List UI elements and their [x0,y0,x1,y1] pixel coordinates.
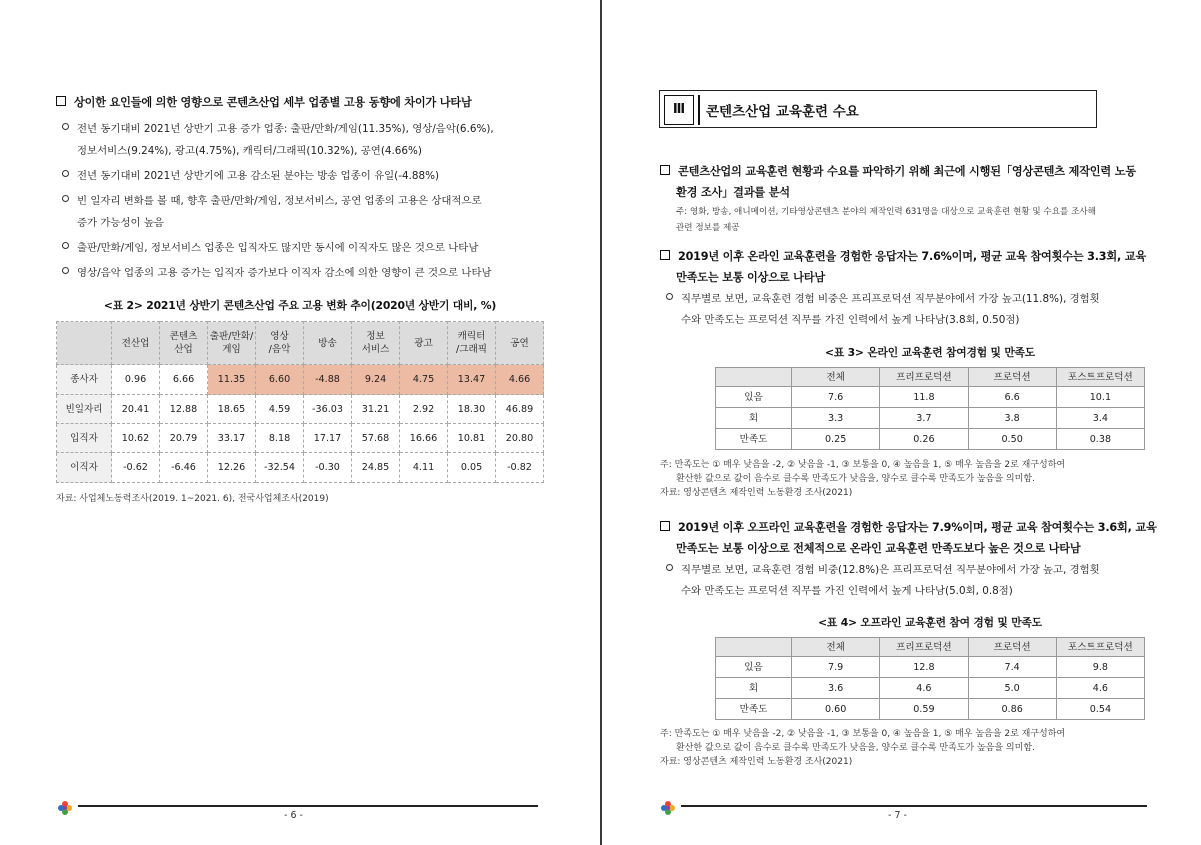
paragraph-2-bullet: 직무별로 보면, 교육훈련 경험 비중은 프리프로덕션 직무분야에서 가장 높고(11.8%), 경험횟 [666,288,1100,310]
table-cell: 11.8 [880,387,968,408]
row-header: 있음 [716,657,792,678]
page-number: - 6 - [284,810,303,821]
table-row [716,699,1145,720]
table-cell: 20.41 [112,395,160,424]
row-header: 만족도 [716,699,792,720]
table-3-source: 자료: 영상콘텐츠 제작인력 노동환경 조사(2021) [660,488,853,498]
table-cell: 10.1 [1056,387,1144,408]
circle-bullet-icon [62,267,69,274]
table-cell: 18.65 [208,395,256,424]
footer-rule [681,805,1147,807]
table-header-row [57,322,544,365]
table-row [716,408,1145,429]
column-header: 공연 [496,322,544,365]
list-item: 전년 동기대비 2021년 상반기에 고용 감소된 분야는 방송 업종이 유일(-4.88%) [62,165,562,187]
table-cell: -6.46 [160,453,208,483]
table-cell: 16.66 [400,424,448,453]
highlighted-cell: -4.88 [304,365,352,395]
section-title-box [659,90,1097,128]
table-cell: 12.8 [880,657,968,678]
table-2 [56,321,544,483]
circle-bullet-icon [62,170,69,177]
column-header: 전체 [792,638,880,657]
table-header-row [716,368,1145,387]
column-header: 전산업 [112,322,160,365]
table-cell: 20.80 [496,424,544,453]
table-row [716,678,1145,699]
highlighted-cell: 4.66 [496,365,544,395]
table-cell: 0.38 [1056,429,1144,450]
table-row [716,429,1145,450]
pinwheel-logo-icon [57,800,73,816]
table-cell: 12.88 [160,395,208,424]
table-cell: 6.66 [160,365,208,395]
section-separator [698,95,700,125]
table-cell: 3.6 [792,678,880,699]
row-header: 입직자 [57,424,112,453]
paragraph-2-bullet-continuation: 수와 만족도는 프로덕션 직무를 가진 인력에서 높게 나타남(3.8회, 0.50점) [681,314,1020,326]
circle-bullet-icon [62,195,69,202]
table-cell: 4.11 [400,453,448,483]
row-header: 회 [716,408,792,429]
table-cell: 17.17 [304,424,352,453]
list-item: 전년 동기대비 2021년 상반기 고용 증가 업종: 출판/만화/게임(11.35%), 영상/음악(6.6%), [62,118,562,140]
section-number: Ⅲ [664,95,694,125]
paragraph-1-heading-continuation: 환경 조사」결과를 분석 [676,186,790,199]
circle-bullet-icon [62,242,69,249]
table-2-caption: <표 2> 2021년 상반기 콘텐츠산업 주요 고용 변화 추이(2020년 상반기 대비, %) [103,299,497,312]
column-header: 포스트프로덕션 [1056,368,1144,387]
left-page [0,0,600,845]
pinwheel-logo-icon [660,800,676,816]
table-cell: 3.8 [968,408,1056,429]
table-cell: 6.6 [968,387,1056,408]
table-cell: 7.9 [792,657,880,678]
table-cell: -0.30 [304,453,352,483]
column-header: 콘텐츠 산업 [160,322,208,365]
column-header: 영상 /음악 [256,322,304,365]
table-cell: 3.3 [792,408,880,429]
list-item: 영상/음악 업종의 고용 증가는 입직자 증가보다 이직자 감소에 의한 영향이 큰 것으로 나타남 [62,262,562,284]
paragraph-3-bullet: 직무별로 보면, 교육훈련 경험 비중(12.8%)은 프리프로덕션 직무분야에서 가장 높고, 경험횟 [666,559,1100,581]
table-cell: 12.26 [208,453,256,483]
circle-bullet-icon [666,564,673,571]
footer-rule [78,805,538,807]
row-header: 만족도 [716,429,792,450]
table-cell: 46.89 [496,395,544,424]
paragraph-1-note: 주: 영화, 방송, 애니메이션, 기타영상콘텐츠 분야의 제작인력 631명을 대상으로 교육훈련 현황 및 수요를 조사해 관련 정보를 제공 [676,207,1096,233]
row-header: 회 [716,678,792,699]
paragraph-3-heading-continuation: 만족도는 보통 이상으로 전체적으로 온라인 교육훈련 만족도보다 높은 것으로 나타남 [676,542,1081,555]
left-bullet-list [62,118,562,284]
table-row [716,657,1145,678]
highlighted-cell: 11.35 [208,365,256,395]
right-page [602,0,1201,845]
table-cell: 0.25 [792,429,880,450]
column-header: 프로덕션 [968,368,1056,387]
list-item-continuation: 증가 가능성이 높음 [77,217,164,229]
column-header: 전체 [792,368,880,387]
table-4-caption: <표 4> 오프라인 교육훈련 참여 경험 및 만족도 [818,616,1042,629]
highlighted-cell: 4.75 [400,365,448,395]
column-header: 프리프로덕션 [880,368,968,387]
column-header: 방송 [304,322,352,365]
row-header: 이직자 [57,453,112,483]
square-bullet-icon [56,96,66,106]
table-corner-cell [716,638,792,657]
square-bullet-icon [660,250,670,260]
column-header: 프리프로덕션 [880,638,968,657]
table-row [57,453,544,483]
table-cell: 0.54 [1056,699,1144,720]
table-cell: 57.68 [352,424,400,453]
column-header: 포스트프로덕션 [1056,638,1144,657]
column-header: 프로덕션 [968,638,1056,657]
column-header: 정보 서비스 [352,322,400,365]
table-2-source: 자료: 사업체노동력조사(2019. 1~2021. 6), 전국사업체조사(2019) [56,494,329,504]
table-cell: -36.03 [304,395,352,424]
logo [57,800,73,820]
table-row [57,424,544,453]
table-cell: 0.26 [880,429,968,450]
table-cell: 4.6 [1056,678,1144,699]
highlighted-cell: 9.24 [352,365,400,395]
table-cell: 24.85 [352,453,400,483]
list-item-continuation: 정보서비스(9.24%), 광고(4.75%), 캐릭터/그래픽(10.32%), 공연(4.66%) [77,145,422,157]
table-3 [715,367,1145,450]
list-item: 출판/만화/게임, 정보서비스 업종은 입직자도 많지만 동시에 이직자도 많은 것으로 나타남 [62,237,562,259]
table-row [716,387,1145,408]
column-header: 캐릭터 /그래픽 [448,322,496,365]
table-cell: 0.96 [112,365,160,395]
circle-bullet-icon [62,123,69,130]
table-cell: 0.60 [792,699,880,720]
paragraph-2-heading: 2019년 이후 온라인 교육훈련을 경험한 응답자는 7.6%이며, 평균 교육 참여횟수는 3.3회, 교육 [660,248,1146,264]
table-corner-cell [716,368,792,387]
table-cell: 3.7 [880,408,968,429]
column-header: 광고 [400,322,448,365]
table-cell: 7.6 [792,387,880,408]
paragraph-3-heading: 2019년 이후 오프라인 교육훈련을 경험한 응답자는 7.9%이며, 평균 교육 참여횟수는 3.6회, 교육 [660,519,1157,535]
table-cell: 9.8 [1056,657,1144,678]
table-4-source: 자료: 영상콘텐츠 제작인력 노동환경 조사(2021) [660,757,853,767]
page-number: - 7 - [888,810,907,821]
table-cell: -0.82 [496,453,544,483]
table-3-note: 주: 만족도는 ① 매우 낮음을 -2, ② 낮음을 -1, ③ 보통을 0, ④ 높음을 1, ⑤ 매우 높음을 2로 재구성하여 환산한 값으로 값이 음수로 클수록 만족도가 낮음을, 양수로 클수록 만족도가 높음을 의미함. 자료: 영상콘텐츠 제작인력 노동환경 조사(2021) [660,460,1066,498]
table-cell: 4.6 [880,678,968,699]
table-3-caption: <표 3> 온라인 교육훈련 참여경험 및 만족도 [824,346,1036,359]
table-cell: -0.62 [112,453,160,483]
table-cell: 18.30 [448,395,496,424]
circle-bullet-icon [666,293,673,300]
table-row [57,365,544,395]
table-cell: 20.79 [160,424,208,453]
table-cell: 10.62 [112,424,160,453]
table-cell: 31.21 [352,395,400,424]
table-cell: 0.86 [968,699,1056,720]
table-cell: 7.4 [968,657,1056,678]
table-cell: 4.59 [256,395,304,424]
table-cell: 10.81 [448,424,496,453]
paragraph-1-heading: 콘텐츠산업의 교육훈련 현황과 수요를 파악하기 위해 최근에 시행된「영상콘텐츠 제작인력 노동 [660,163,1136,179]
table-cell: 5.0 [968,678,1056,699]
table-cell: -32.54 [256,453,304,483]
table-cell: 3.4 [1056,408,1144,429]
table-cell: 2.92 [400,395,448,424]
section-title: 콘텐츠산업 교육훈련 수요 [706,104,859,120]
table-cell: 33.17 [208,424,256,453]
table-corner-cell [57,322,112,365]
row-header: 있음 [716,387,792,408]
square-bullet-icon [660,521,670,531]
logo [660,800,676,820]
table-cell: 0.50 [968,429,1056,450]
row-header: 빈일자리 [57,395,112,424]
table-cell: 0.05 [448,453,496,483]
square-bullet-icon [660,165,670,175]
table-cell: 8.18 [256,424,304,453]
row-header: 종사자 [57,365,112,395]
paragraph-2-heading-continuation: 만족도는 보통 이상으로 나타남 [676,271,825,284]
highlighted-cell: 13.47 [448,365,496,395]
highlighted-cell: 6.60 [256,365,304,395]
table-row [57,395,544,424]
table-4 [715,637,1145,720]
table-4-note: 주: 만족도는 ① 매우 낮음을 -2, ② 낮음을 -1, ③ 보통을 0, ④ 높음을 1, ⑤ 매우 높음을 2로 재구성하여 환산한 값으로 값이 음수로 클수록 만족도가 낮음을, 양수로 클수록 만족도가 높음을 의미함. 자료: 영상콘텐츠 제작인력 노동환경 조사(2021) [660,729,1066,767]
table-header-row [716,638,1145,657]
column-header: 출판/만화/ 게임 [208,322,256,365]
table-cell: 0.59 [880,699,968,720]
left-heading: 상이한 요인들에 의한 영향으로 콘텐츠산업 세부 업종별 고용 동향에 차이가 나타남 [56,94,472,110]
paragraph-3-bullet-continuation: 수와 만족도는 프로덕션 직무를 가진 인력에서 높게 나타남(5.0회, 0.8점) [681,585,1013,597]
list-item: 빈 일자리 변화를 볼 때, 향후 출판/만화/게임, 정보서비스, 공연 업종의 고용은 상대적으로 [62,190,562,212]
